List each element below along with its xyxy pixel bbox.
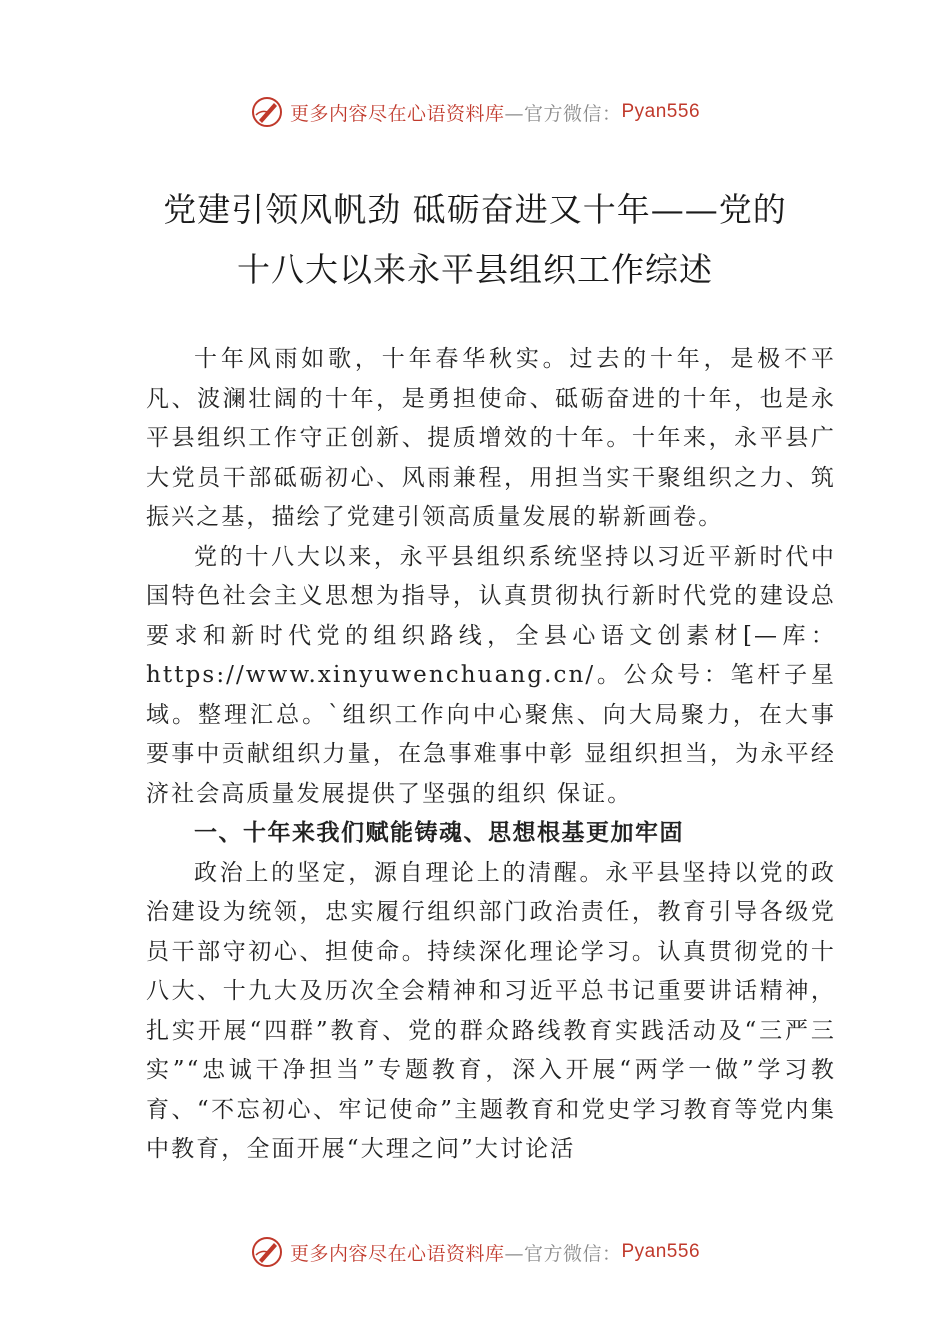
document-title-line2: 十八大以来永平县组织工作综述 [237,250,713,289]
watermark-text: 更多内容尽在心语资料库 [289,1242,505,1265]
paragraph-intro: 十年风雨如歌，十年春华秋实。过去的十年，是极不平凡、波澜壮阔的十年，是勇担使命、砥砺奋进的十年，也是永平县组织工作守正创新、提质增效的十年。十年来，永平县广大党员干部砥砺初心、风雨兼程，用担当实干聚组织之力、筑振兴之基，描绘了党建引领高质量发展的崭新画卷。 [146,346,836,530]
watermark-wechat-id: Pyan556 [621,101,701,122]
watermark-label: —官方微信： [504,1242,622,1265]
pen-logo-icon [250,95,284,129]
header-watermark [0,95,950,129]
document-body [146,340,836,1170]
document-title-line1: 党建引领风帆劲 砥砺奋进又十年——党的 [163,190,787,229]
pen-logo-icon [250,1235,284,1269]
footer-watermark [0,1235,950,1269]
watermark-label: —官方微信： [504,102,622,125]
watermark-wechat-id: Pyan556 [621,1241,701,1262]
paragraph-section-1: 政治上的坚定，源自理论上的清醒。永平县坚持以党的政治建设为统领，忠实履行组织部门政治责任，教育引导各级党员干部守初心、担使命。持续深化理论学习。认真贯彻党的十八大、十九大及历次全会精神和习近平总书记重要讲话精神，扎实开展“四群”教育、党的群众路线教育实践活动及“三严三实”“忠诚干净担当”专题教育，深入开展“两学一做”学习教育、“不忘初心、牢记使命”主题教育和党史学习教育等党内集中教育，全面开展“大理之问”大讨论活 [146,859,836,1162]
watermark-text: 更多内容尽在心语资料库 [289,102,505,125]
section-heading-1: 一、十年来我们赋能铸魂、思想根基更加牢固 [194,820,684,846]
paragraph-overview: 党的十八大以来，永平县组织系统坚持以习近平新时代中国特色社会主义思想为指导，认真贯彻执行新时代党的建设总要求和新时代党的组织路线，全县心语文创素材[—库：https://www.xinyuwenchuang.cn/。公众号：笔杆子星域。整理汇总。`组织工作向中心聚焦、向大局聚力，在大事要事中贡献组织力量，在急事难事中彰 显组织担当，为永平经济社会高质量发展提供了坚强的组织 保证。 [146,543,836,807]
